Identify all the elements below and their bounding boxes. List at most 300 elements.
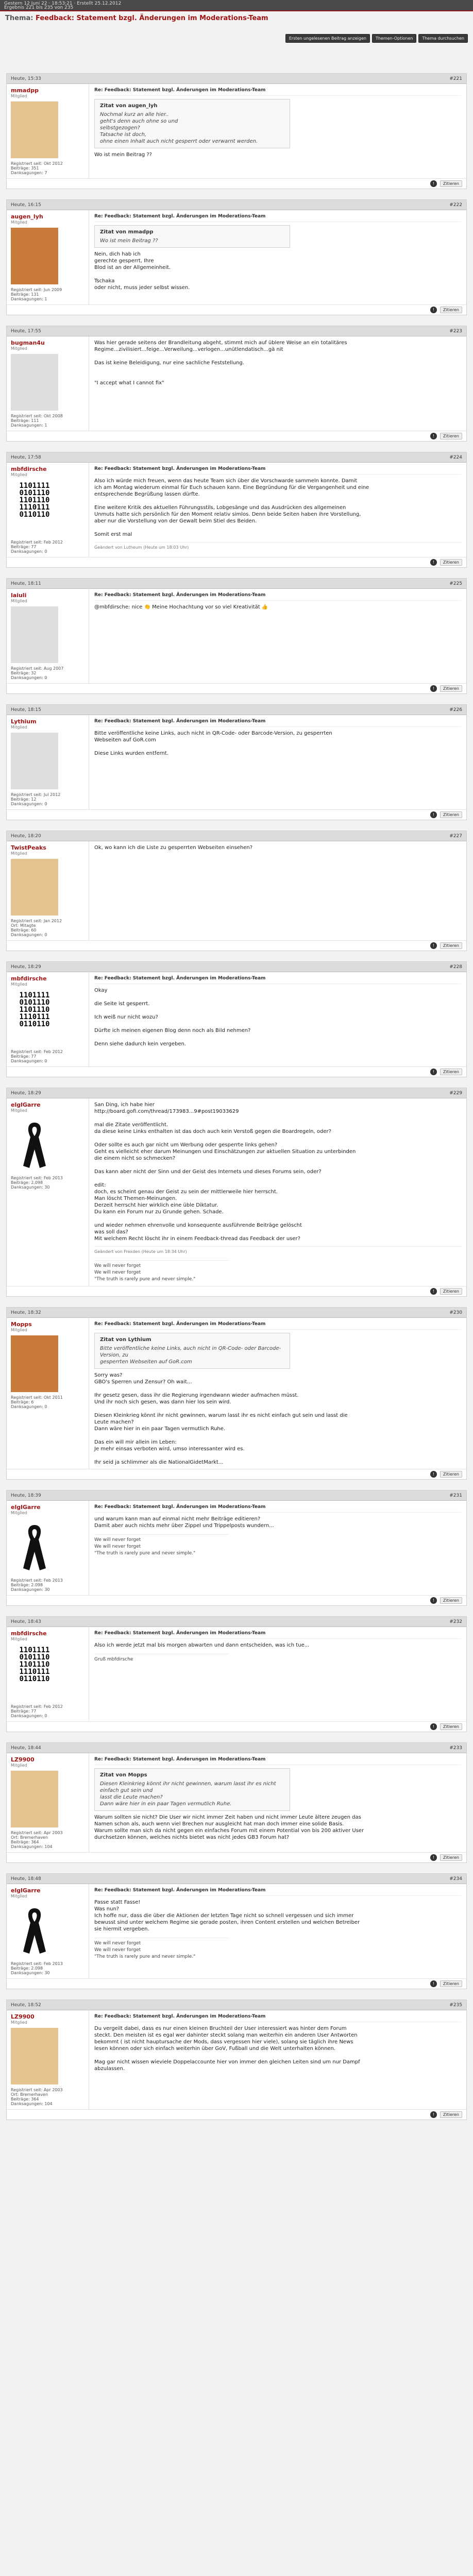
post-row	[7, 2010, 466, 2109]
signature-line: We will never forget	[94, 1537, 141, 1543]
username-link[interactable]: mbfdirsche	[11, 466, 47, 472]
avatar: 1101111 0101110 1101110 1110111 0110110	[11, 990, 58, 1046]
thread-options-button[interactable]: Themen-Optionen	[372, 34, 416, 43]
post-text-line: Geht es vielleicht eher darum Meinungen und Einschätzungen zur aktuellen Situation zu unterbinden	[94, 1149, 356, 1155]
author-panel	[7, 715, 89, 809]
quote-button[interactable]: Zitieren	[440, 1723, 462, 1730]
username-link[interactable]: mbfdirsche	[11, 975, 47, 982]
post-text-line	[94, 1021, 461, 1027]
post-date: Heute, 18:15	[11, 707, 41, 713]
author-stat: Danksagungen: 30	[11, 1185, 50, 1190]
top-bar-sub: Ergebnis 221 bis 235 von 235	[4, 5, 74, 10]
post-date: Heute, 18:29	[11, 1090, 41, 1096]
post-subject: Re: Feedback: Statement bzgl. Änderungen im Moderations-Team	[94, 466, 461, 474]
quote-button[interactable]: Zitieren	[440, 433, 462, 439]
author-panel	[7, 841, 89, 940]
post	[6, 1873, 467, 1989]
post-text-line: Denn siehe dadurch kein vergeben.	[94, 1041, 186, 1047]
author-stat: Beiträge: 131	[11, 292, 39, 297]
post-number-link[interactable]: #225	[449, 581, 462, 586]
quote-author: Zitat von augen_lyh	[100, 103, 158, 109]
quote-line: Nochmal kurz an alle hier..	[100, 112, 169, 117]
report-icon[interactable]: !	[430, 1597, 437, 1604]
avatar	[11, 354, 58, 411]
post-footer	[7, 1066, 466, 1077]
post-text-line	[94, 994, 461, 1001]
quote-line: gesperrten Webseiten auf GoR.com	[100, 1359, 192, 1365]
post-text-line: http://board.gofi.com/thread/173983...9#post19033629	[94, 1109, 239, 1114]
first-unread-button[interactable]: Ersten ungelesenen Beitrag anzeigen	[285, 34, 370, 43]
post-body	[89, 336, 466, 431]
quote-button[interactable]: Zitieren	[440, 942, 462, 949]
post-text-line: Okay	[94, 988, 108, 993]
signature	[94, 1260, 228, 1283]
author-stat: Danksagungen: 104	[11, 1844, 53, 1849]
post-number-link[interactable]: #221	[449, 76, 462, 81]
post-text-line: Du kann ein Forum nur zu Grunde gehen. Schade.	[94, 1209, 224, 1215]
post-text-line: was soll das?	[94, 1229, 128, 1235]
author-stat: Beiträge: 77	[11, 545, 37, 549]
post-date: Heute, 18:48	[11, 1876, 41, 1882]
quote-block	[94, 99, 290, 148]
report-icon[interactable]: !	[430, 433, 437, 439]
author-stat: Danksagungen: 104	[11, 2102, 53, 2106]
author-stat: Registriert seit: Feb 2013	[11, 1578, 63, 1583]
quote-block	[94, 1768, 290, 1811]
post-text-line	[94, 1385, 461, 1392]
author-stat: Ort: Bremerhaven	[11, 2092, 48, 2097]
post-text-line	[94, 1405, 461, 1412]
author-stat: Beiträge: 6	[11, 1400, 34, 1404]
avatar: 1101111 0101110 1101110 1110111 0110110	[11, 1645, 58, 1701]
author-stat: Registriert seit: Feb 2012	[11, 1704, 63, 1709]
post-footer	[7, 431, 466, 441]
quote-button[interactable]: Zitieren	[440, 1597, 462, 1604]
post-header	[7, 1617, 466, 1627]
post-number-link[interactable]: #234	[449, 1876, 462, 1882]
post-header	[7, 962, 466, 972]
username-link[interactable]: augen_lyh	[11, 213, 43, 220]
post-body	[89, 1884, 466, 1978]
author-panel	[7, 972, 89, 1066]
post-number-link[interactable]: #228	[449, 964, 462, 970]
post-row	[7, 1753, 466, 1852]
author-panel	[7, 463, 89, 557]
post-text-line: durchsetzen können, welches nichts bietet was nicht jedes GB3 Forum hat?	[94, 1835, 290, 1840]
post-text-line	[94, 743, 461, 750]
post-number-link[interactable]: #231	[449, 1493, 462, 1498]
username-link[interactable]: bugman4u	[11, 340, 45, 346]
post-text-line: Sorry was?	[94, 1372, 123, 1378]
post	[6, 704, 467, 820]
report-icon[interactable]: !	[430, 307, 437, 313]
post-date: Heute, 18:29	[11, 964, 41, 970]
post-row	[7, 463, 466, 557]
post-header	[7, 1490, 466, 1501]
report-icon[interactable]: !	[430, 1854, 437, 1861]
report-icon[interactable]: !	[430, 1069, 437, 1075]
post-subject: Re: Feedback: Statement bzgl. Änderungen im Moderations-Team	[94, 87, 461, 96]
quote-line: Dann wäre hier in ein paar Tagen vermutlich Ruhe.	[100, 1801, 232, 1807]
post-number-link[interactable]: #226	[449, 707, 462, 713]
post-footer	[7, 683, 466, 693]
post-subject: Re: Feedback: Statement bzgl. Änderungen im Moderations-Team	[94, 1887, 461, 1896]
post-text-line: @mbfdirsche: nice 👏 Meine Hochachtung vor so viel Kreativität 👍	[94, 604, 268, 610]
quote-button[interactable]: Zitieren	[440, 2111, 462, 2118]
avatar	[11, 606, 58, 663]
quote-button[interactable]: Zitieren	[440, 1288, 462, 1295]
post-row	[7, 1884, 466, 1978]
post-footer	[7, 178, 466, 189]
post-number-link[interactable]: #229	[449, 1090, 462, 1096]
top-bar	[0, 0, 473, 11]
search-thread-button[interactable]: Thema durchsuchen	[418, 34, 468, 43]
post-subject: Re: Feedback: Statement bzgl. Änderungen im Moderations-Team	[94, 718, 461, 727]
author-stat: Danksagungen: 0	[11, 933, 47, 937]
user-rank: Mitglied	[11, 1328, 27, 1332]
signature-line: We will never forget	[94, 1270, 141, 1275]
author-panel	[7, 210, 89, 304]
author-panel	[7, 1098, 89, 1286]
author-stat: Registriert seit: Okt 2012	[11, 161, 63, 166]
user-rank: Mitglied	[11, 2020, 27, 2025]
post-text-line: Ok, wo kann ich die Liste zu gesperrten Webseiten einsehen?	[94, 845, 253, 851]
author-panel	[7, 336, 89, 431]
post-text-line: Damit aber auch nichts mehr über Zippel und Trippelposts wundern...	[94, 1523, 274, 1529]
post-text-line	[94, 1162, 461, 1168]
author-panel	[7, 1318, 89, 1469]
post-subject: Re: Feedback: Statement bzgl. Änderungen im Moderations-Team	[94, 1756, 461, 1765]
post-text-line: Leute machen?	[94, 1419, 134, 1425]
report-icon[interactable]: !	[430, 1980, 437, 1987]
report-icon[interactable]: !	[430, 559, 437, 566]
post-header	[7, 1874, 466, 1884]
post-header	[7, 1308, 466, 1318]
quote-button[interactable]: Zitieren	[440, 685, 462, 692]
post-date: Heute, 17:58	[11, 454, 41, 460]
report-icon[interactable]: !	[430, 685, 437, 692]
post	[6, 1616, 467, 1732]
signature-line: "The truth is rarely pure and never simple."	[94, 1954, 196, 1959]
user-rank: Mitglied	[11, 94, 27, 98]
post-text-line	[94, 373, 461, 380]
post	[6, 452, 467, 568]
post-text-line: GBO's Sperren und Zensur? Oh wait...	[94, 1379, 192, 1385]
author-panel	[7, 2010, 89, 2109]
post	[6, 1742, 467, 1863]
post-text-line: Oder sollte es auch gar nicht um Werbung oder gesperrte links gehen?	[94, 1142, 278, 1148]
top-bar-text: Gestern 12 Juni 22 · 18:53:21 · Erstellt 25.12.2012	[4, 1, 122, 6]
author-stat: Registriert seit: Apr 2003	[11, 2088, 63, 2092]
author-stat: Registriert seit: Feb 2012	[11, 540, 63, 545]
post-text-line: ich am Montag wiederum einmal für Euch schauen kann. Eine Begründung für die Vergangenheit und eine	[94, 485, 369, 490]
post-date: Heute, 18:43	[11, 1619, 41, 1624]
post-footer	[7, 1978, 466, 1989]
post-number-link[interactable]: #235	[449, 2002, 462, 2008]
author-stat: Registriert seit: Feb 2012	[11, 1049, 63, 1054]
post-row	[7, 841, 466, 940]
username-link[interactable]: mmadpp	[11, 87, 39, 94]
author-stat: Beiträge: 32	[11, 671, 37, 675]
report-icon[interactable]: !	[430, 811, 437, 818]
username-link[interactable]: laiuli	[11, 592, 27, 599]
post-text-line: San Ding, ich habe hier	[94, 1102, 155, 1108]
post-date: Heute, 18:20	[11, 833, 41, 839]
username-link[interactable]: elglGarre	[11, 1504, 41, 1511]
username-link[interactable]: Lythium	[11, 718, 37, 725]
post-body	[89, 463, 466, 557]
post-text-line: und warum kann man auf einmal nicht mehr Beiträge editieren?	[94, 1516, 261, 1522]
ribbon-icon	[19, 1904, 50, 1956]
quote-button[interactable]: Zitieren	[440, 1854, 462, 1861]
signature-line: We will never forget	[94, 1947, 141, 1953]
post-body	[89, 589, 466, 683]
avatar	[11, 733, 58, 789]
post-footer	[7, 1721, 466, 1732]
author-panel	[7, 1753, 89, 1852]
quote-line: Diesen Kleinkrieg könnt ihr nicht gewinnen, warum lasst ihr es nicht einfach gut sein und	[100, 1781, 276, 1793]
post-text-line: Dürfte ich meinen eigenen Blog denn noch als Bild nehmen?	[94, 1028, 251, 1033]
avatar	[11, 1116, 58, 1173]
author-stat: Registriert seit: Feb 2013	[11, 1961, 63, 1966]
ribbon-icon	[19, 1521, 50, 1572]
post-subject: Re: Feedback: Statement bzgl. Änderungen im Moderations-Team	[94, 213, 461, 222]
quote-line: Tatsache ist doch,	[100, 132, 147, 138]
report-icon[interactable]: !	[430, 1471, 437, 1478]
post-footer	[7, 1852, 466, 1862]
quote-button[interactable]: Zitieren	[440, 1069, 462, 1075]
edited-note: Geändert von Frexden (Heute um 18:34 Uhr)	[94, 1246, 461, 1255]
post-body	[89, 1098, 466, 1286]
author-stat: Registriert seit: Feb 2013	[11, 1176, 63, 1180]
post-number-link[interactable]: #222	[449, 202, 462, 208]
user-rank: Mitglied	[11, 1894, 27, 1899]
post-number-link[interactable]: #227	[449, 833, 462, 839]
post-text-line: Ihr seid ja schlimmer als die NationalGidetMarkt...	[94, 1460, 224, 1465]
post-footer	[7, 557, 466, 567]
post-header	[7, 831, 466, 841]
post-text-line: Wo ist mein Beitrag ??	[94, 152, 152, 158]
author-stat: Registriert seit: Okt 2008	[11, 414, 63, 418]
username-link[interactable]: TwistPeaks	[11, 844, 46, 851]
post-date: Heute, 18:11	[11, 581, 41, 586]
post-text-line: Unmuts hatte sich persönlich für den Moment relativ simlos. Denn beide Seiten haben ihre Vorstellung,	[94, 512, 361, 517]
author-stat: Danksagungen: 0	[11, 675, 47, 680]
post-date: Heute, 15:33	[11, 76, 41, 81]
post-text-line: bewusst sind unter welchem Regime sie gerade posten, ihren Content erstellen und welchen Betreiber	[94, 1920, 360, 1925]
post-text-line: mal die Zitate veröffentlicht.	[94, 1122, 168, 1128]
report-icon[interactable]: !	[430, 180, 437, 187]
author-stat: Danksagungen: 30	[11, 1587, 50, 1592]
post-text-line	[94, 1034, 461, 1041]
post	[6, 199, 467, 315]
post-text-line: Blod ist an der Allgemeinheit.	[94, 265, 171, 270]
post-header	[7, 2000, 466, 2010]
post-text-line: bekommt ( ist nicht hauptursache der Mods, dass vergessen hier viele), solang sie täglich ihre News	[94, 2039, 353, 2045]
post-body	[89, 1627, 466, 1721]
quote-button[interactable]: Zitieren	[440, 811, 462, 818]
post-number-link[interactable]: #233	[449, 1745, 462, 1751]
post	[6, 326, 467, 442]
post-footer	[7, 809, 466, 820]
post-text-line: Das ist keine Beleidigung, nur eine sachliche Feststellung.	[94, 360, 244, 366]
avatar	[11, 1771, 58, 1827]
quote-line: Wo ist mein Beitrag ??	[100, 238, 158, 244]
post-date: Heute, 18:44	[11, 1745, 41, 1751]
quote-button[interactable]: Zitieren	[440, 1980, 462, 1987]
avatar	[11, 228, 58, 284]
post-text-line: Mit welchem Recht löscht ihr in einem Feedback-thread das Feedback der user?	[94, 1236, 300, 1242]
user-rank: Mitglied	[11, 599, 27, 603]
author-stat: Beiträge: 364	[11, 1840, 39, 1844]
quote-line: lasst die Leute machen?	[100, 1794, 163, 1800]
post-text-line: abzulassen.	[94, 2066, 125, 2072]
report-icon[interactable]: !	[430, 1723, 437, 1730]
post-text-line	[94, 498, 461, 504]
author-stat: Beiträge: 2.098	[11, 1180, 43, 1185]
author-stat: Registriert seit: Apr 2003	[11, 1831, 63, 1835]
author-stat: Danksagungen: 1	[11, 297, 47, 301]
post-text-line: Derzeit herrscht hier wirklich eine üble Diktatur.	[94, 1202, 218, 1208]
report-icon[interactable]: !	[430, 1288, 437, 1295]
post-text-line: steckt. Den meisten ist es egal wer dahinter steckt solang man weiterhin ein anderen User Antworten	[94, 2032, 358, 2038]
quote-author: Zitat von Mopps	[100, 1772, 147, 1778]
post	[6, 578, 467, 694]
post-text-line: Ich weiß nur nicht wozu?	[94, 1014, 158, 1020]
author-stat: Registriert seit: Jun 2009	[11, 287, 62, 292]
username-link[interactable]: Mopps	[11, 1321, 32, 1328]
user-rank: Mitglied	[11, 1763, 27, 1768]
post-text-line: und wieder nehmen ehrenvolle und konsequente ausführende Beiträge gelöscht	[94, 1223, 302, 1228]
post-footer	[7, 304, 466, 315]
post-subject: Re: Feedback: Statement bzgl. Änderungen im Moderations-Team	[94, 975, 461, 984]
post-text-line	[94, 524, 461, 531]
author-stat: Registriert seit: Jan 2012	[11, 919, 62, 923]
author-panel	[7, 84, 89, 178]
post-row	[7, 1098, 466, 1286]
post-text-line: entsprechende Begrüßung lassen dürfte.	[94, 492, 200, 497]
post-text-line	[94, 271, 461, 278]
author-stat: Ort: Bremerhaven	[11, 1835, 48, 1840]
post-subject: Re: Feedback: Statement bzgl. Änderungen im Moderations-Team	[94, 1630, 461, 1639]
post-header	[7, 200, 466, 210]
post-header	[7, 1743, 466, 1753]
author-stat: Registriert seit: Jul 2012	[11, 792, 61, 797]
author-panel	[7, 1627, 89, 1721]
post-text-line: Dann wäre hier in ein paar Tagen vermutlich Ruhe.	[94, 1426, 226, 1432]
post-row	[7, 336, 466, 431]
post-text-line	[94, 1452, 461, 1459]
author-stat: Danksagungen: 0	[11, 1059, 47, 1063]
author-stat: Beiträge: 351	[11, 166, 39, 171]
quote-button[interactable]: Zitieren	[440, 559, 462, 566]
post-header	[7, 326, 466, 336]
post-footer	[7, 1286, 466, 1296]
post-text-line: "I accept what I cannot fix"	[94, 380, 164, 386]
post-body	[89, 210, 466, 304]
post-text-line: Also ich würde mich freuen, wenn das heute Team sich über die Vorschwarde sammeln konnte. Damit	[94, 478, 358, 484]
post-row	[7, 715, 466, 809]
post-row	[7, 1627, 466, 1721]
signature-line: We will never forget	[94, 1263, 141, 1268]
username-link[interactable]: mbfdirsche	[11, 1630, 47, 1637]
post-list	[6, 73, 467, 2130]
post-text-line: Regime...zivilisiert...feige...Verweilung...verlogen...unütlendatisch...gä nit	[94, 347, 283, 352]
username-link[interactable]: LZ9900	[11, 2013, 35, 2020]
author-stat: Danksagungen: 1	[11, 423, 47, 428]
post-text-line: die Seite ist gesperrt.	[94, 1001, 150, 1007]
post-number-link[interactable]: #230	[449, 1310, 462, 1315]
post-text-line: aber nur die Vorstellung von der Gewalt beim Stiel des Beiden.	[94, 518, 257, 524]
quote-line: Bitte veröffentliche keine Links, auch nicht in QR-Code- oder Barcode-Version, zu	[100, 1346, 281, 1358]
post-text-line: Was hier gerade seitens der Brandleitung abgeht, stimmt mich auf üblere Weise an ein totalitäres	[94, 340, 347, 346]
post-text-line	[94, 1007, 461, 1014]
author-stat: Ort: Mitagte	[11, 923, 36, 928]
post-subject: Re: Feedback: Statement bzgl. Änderungen im Moderations-Team	[94, 1321, 461, 1330]
author-stat: Danksagungen: 0	[11, 802, 47, 806]
quote-button[interactable]: Zitieren	[440, 307, 462, 313]
post-date: Heute, 18:52	[11, 2002, 41, 2008]
author-stat: Beiträge: 77	[11, 1709, 37, 1714]
post-text-line: Warum sollte man sich da nicht gegen ein einfaches Forum mit einem Potential von bis 200 aktiver User	[94, 1828, 364, 1834]
signature-line: We will never forget	[94, 1941, 141, 1946]
report-icon[interactable]: !	[430, 942, 437, 949]
quote-button[interactable]: Zitieren	[440, 180, 462, 187]
post	[6, 1490, 467, 1606]
post-subject: Re: Feedback: Statement bzgl. Änderungen im Moderations-Team	[94, 1504, 461, 1513]
post	[6, 73, 467, 189]
post-text-line	[94, 2052, 461, 2059]
username-link[interactable]: LZ9900	[11, 1756, 35, 1763]
post-row	[7, 84, 466, 178]
report-icon[interactable]: !	[430, 2111, 437, 2118]
post	[6, 1307, 467, 1480]
post-subject: Re: Feedback: Statement bzgl. Änderungen im Moderations-Team	[94, 2013, 461, 2022]
post-body	[89, 841, 466, 940]
post-number-link[interactable]: #232	[449, 1619, 462, 1624]
username-link[interactable]: elglGarre	[11, 1101, 41, 1108]
post-text-line: gerechte gesperrt, Ihre	[94, 258, 154, 264]
signature-line: We will never forget	[94, 1544, 141, 1549]
post	[6, 1088, 467, 1297]
username-link[interactable]: elglGarre	[11, 1887, 41, 1894]
user-rank: Mitglied	[11, 725, 27, 730]
post-text-line: oder nicht, muss jeder selbst wissen.	[94, 285, 190, 291]
author-stat: Registriert seit: Okt 2011	[11, 1395, 63, 1400]
post-text-line: Somit erst mal	[94, 532, 132, 537]
quote-button[interactable]: Zitieren	[440, 1471, 462, 1478]
post-text-line: Warum sollten sie nicht? Die User wir nicht immer Zeit haben und nicht immer Leute ältere zeugen das	[94, 1815, 361, 1820]
user-rank: Mitglied	[11, 982, 27, 987]
post-number-link[interactable]: #223	[449, 328, 462, 334]
avatar	[11, 1518, 58, 1575]
post-header	[7, 579, 466, 589]
post-date: Heute, 16:15	[11, 202, 41, 208]
post	[6, 961, 467, 1077]
user-rank: Mitglied	[11, 1637, 27, 1641]
post-text-line	[94, 1215, 461, 1222]
post-number-link[interactable]: #224	[449, 454, 462, 460]
post-text-line: Je mehr einsas verboten wird, umso interessanter wird es.	[94, 1446, 245, 1452]
avatar	[11, 1902, 58, 1958]
avatar	[11, 859, 58, 916]
author-stat: Beiträge: 2.098	[11, 1583, 43, 1587]
post-text-line: Und ihr noch sich gesen, was dann hier los sein wird.	[94, 1399, 231, 1405]
signature	[94, 1534, 228, 1557]
ribbon-icon	[19, 1118, 50, 1170]
post-body	[89, 84, 466, 178]
post-row	[7, 972, 466, 1066]
